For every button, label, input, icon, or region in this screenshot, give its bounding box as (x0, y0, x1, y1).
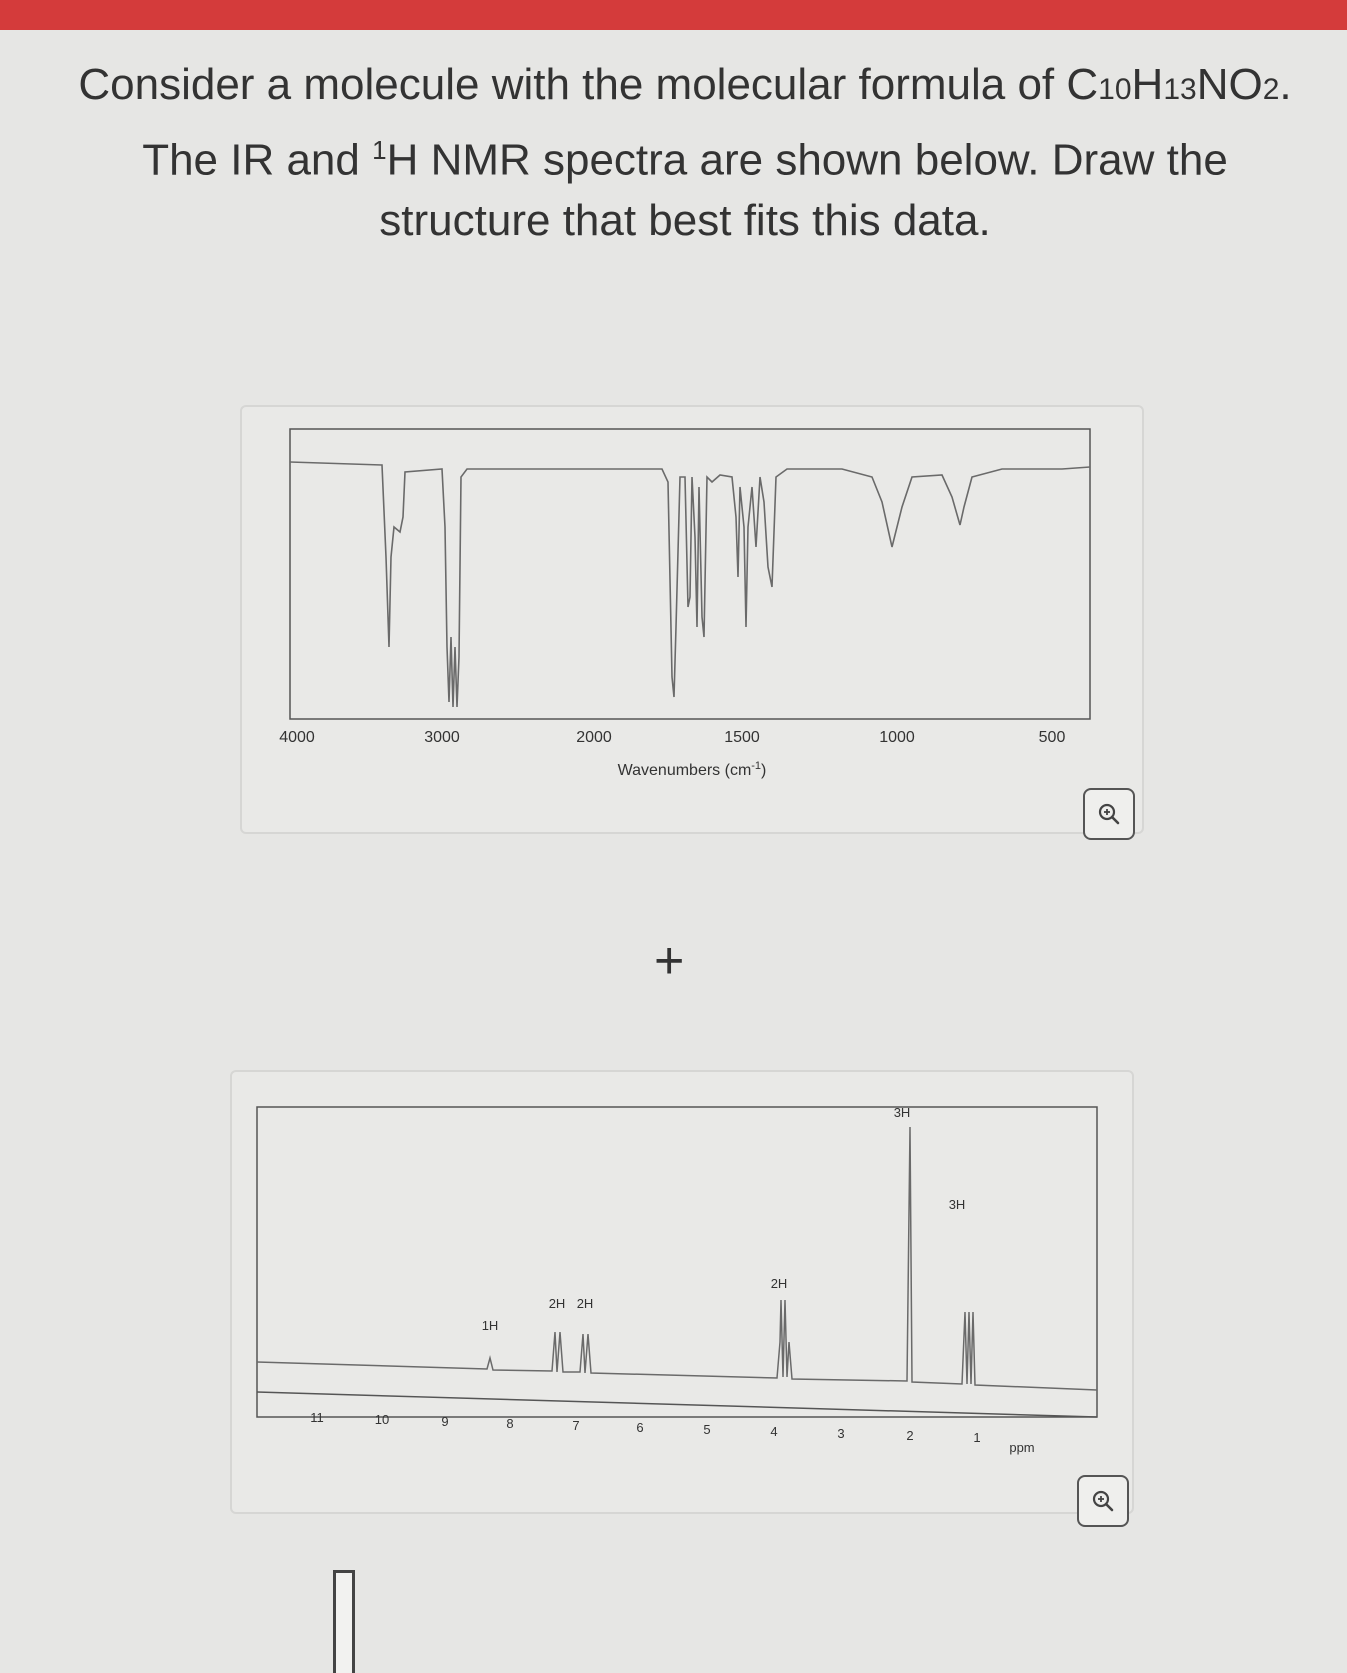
ir-tick: 500 (1038, 729, 1066, 746)
ir-x-axis-label: Wavenumbers $(cm^{-1})$ (617, 760, 767, 779)
nmr-tick: 7 (572, 1418, 580, 1433)
ir-tick: 1500 (724, 729, 760, 746)
nmr-spectrum-chart (232, 1072, 1132, 1512)
nmr-tick: 8 (506, 1416, 514, 1431)
nmr-zoom-button[interactable] (1077, 1475, 1129, 1527)
nmr-tick: 5 (703, 1422, 711, 1437)
integration-label: 3H (893, 1105, 911, 1120)
nmr-tick: 3 (837, 1426, 845, 1441)
nmr-tick: 11 (310, 1410, 324, 1425)
integration-label: 1H (481, 1318, 499, 1333)
ir-x-axis-ticks (279, 729, 1065, 746)
molecular-formula: C10H13NO2 (1066, 60, 1280, 109)
nmr-trace (257, 1127, 1097, 1390)
zoom-in-icon (1096, 801, 1122, 827)
nmr-tick: 1 (973, 1430, 981, 1445)
question-line-3: structure that best fits this data. (379, 195, 991, 245)
ir-zoom-button[interactable] (1083, 788, 1135, 840)
ir-tick: 2000 (576, 729, 612, 746)
ir-spectrum-chart (242, 407, 1142, 832)
question-line-2: The IR and $^1$H NMR spectra are shown below. Draw the (142, 135, 1228, 185)
ir-tick: 1000 (879, 729, 915, 746)
integration-label: 2H (576, 1296, 594, 1311)
ir-tick: 4000 (279, 729, 315, 746)
answer-drawing-area[interactable] (333, 1570, 355, 1673)
nmr-tick: 4 (770, 1424, 778, 1439)
top-bar (0, 0, 1347, 30)
zoom-in-icon (1090, 1488, 1116, 1514)
ir-transmittance-trace (290, 462, 1090, 707)
nmr-tick: 10 (374, 1412, 390, 1427)
nmr-integration-labels (482, 1105, 966, 1333)
nmr-x-axis-label: ppm (1009, 1440, 1035, 1455)
nmr-tick: 2 (906, 1428, 914, 1443)
nmr-spectrum-panel (230, 1070, 1134, 1514)
plus-icon[interactable]: + (654, 932, 685, 990)
ir-tick: 3000 (424, 729, 460, 746)
question-text (40, 55, 1330, 251)
integration-label: 2H (548, 1296, 566, 1311)
ir-spectrum-panel (240, 405, 1144, 834)
nmr-tick: 6 (636, 1420, 644, 1435)
integration-label: 3H (948, 1197, 966, 1212)
integration-label: 2H (770, 1276, 788, 1291)
question-line-1: Consider a molecule with the molecular formula of C10H13NO2. (78, 60, 1292, 109)
nmr-tick: 9 (441, 1414, 449, 1429)
